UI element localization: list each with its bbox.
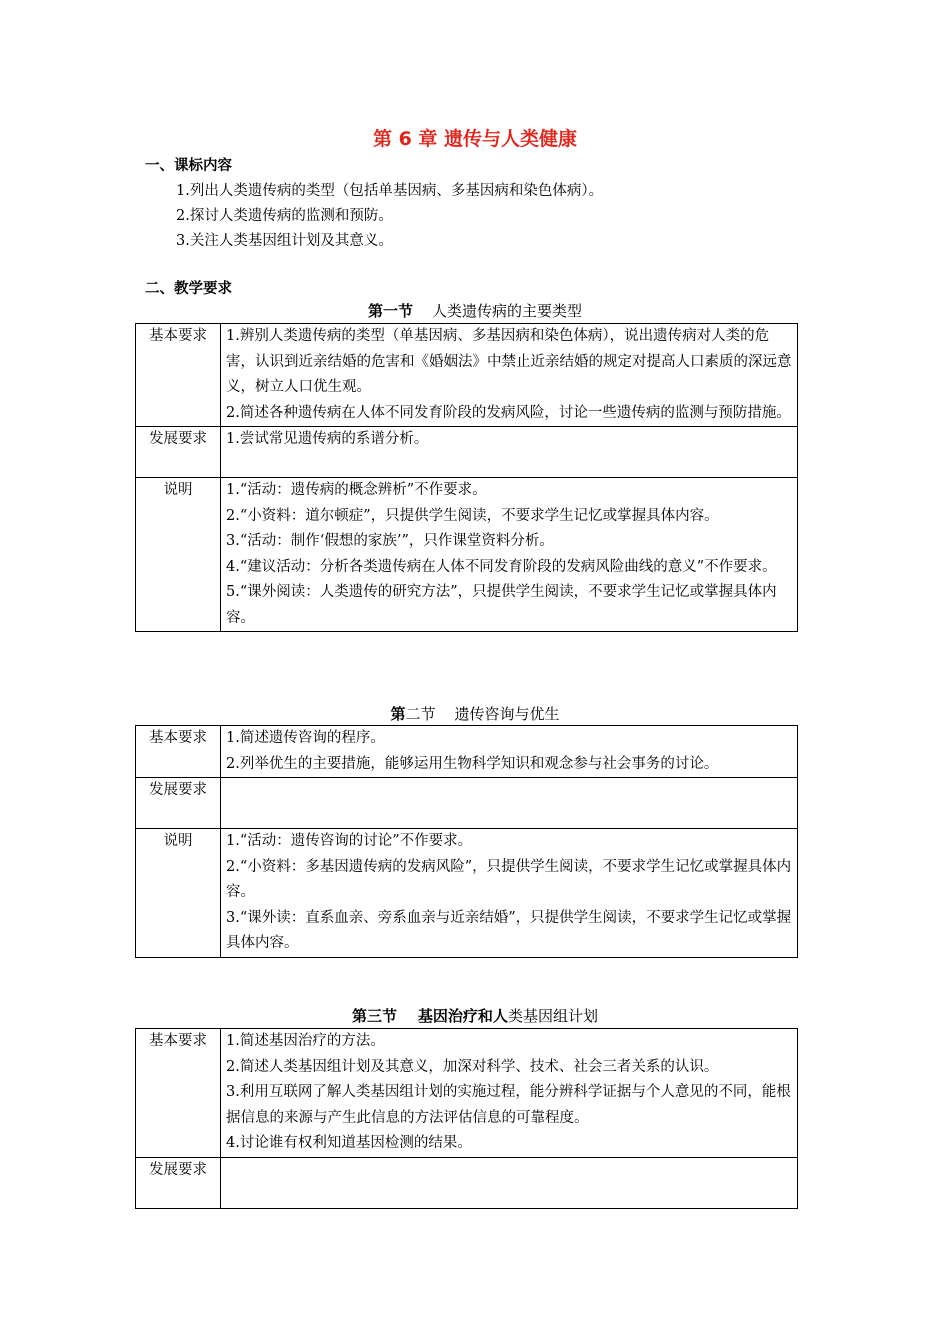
table-title-bold: 第: [390, 705, 406, 723]
content-line: 4.“建议活动：分析各类遗传病在人体不同发育阶段的发病风险曲线的意义”不作要求。: [226, 558, 777, 575]
content-line: 5.“课外阅读：人类遗传的研究方法”，只提供学生阅读，不要求学生记忆或掌握具体内容。: [226, 584, 777, 626]
table-row: [136, 1029, 798, 1158]
row-label: 说明: [136, 829, 221, 958]
content-line: 4.讨论谁有权利知道基因检测的结果。: [226, 1135, 472, 1151]
table-title-bold: 第三节 基因治疗和人: [352, 1007, 508, 1025]
row-content: [221, 829, 798, 958]
content-line: 3.“活动：制作‘假想的家族’”，只作课堂资料分析。: [226, 533, 554, 549]
row-label: 基本要求: [136, 1029, 221, 1158]
table-row: [136, 324, 798, 427]
content-line: 1.简述基因治疗的方法。: [226, 1033, 385, 1049]
content-line: 1.尝试常见遗传病的系谱分析。: [226, 431, 429, 447]
requirements-table: [135, 1028, 798, 1209]
content-line: 1.“活动：遗传咨询的讨论”不作要求。: [226, 833, 473, 849]
row-content: [221, 427, 798, 478]
content-line: 1.简述遗传咨询的程序。: [226, 730, 385, 746]
requirements-table: [135, 323, 798, 632]
row-content: [221, 726, 798, 778]
page-title: 第 6 章 遗传与人类健康: [372, 128, 578, 150]
table-title: [0, 1005, 950, 1026]
content-line: 3.利用互联网了解人类基因组计划的实施过程，能分辨科学证据与个人意见的不同，能根据信息的来源与产生此信息的方法评估信息的可靠程度。: [226, 1084, 791, 1126]
row-label: 发展要求: [136, 427, 221, 478]
table-row: [136, 1157, 798, 1208]
content-line: 2.列举优生的主要措施，能够运用生物科学知识和观念参与社会事务的讨论。: [226, 755, 719, 772]
standards-item: 1.列出人类遗传病的类型（包括单基因病、多基因病和染色体病）。: [176, 183, 604, 199]
row-content: [221, 478, 798, 632]
content-line: 2.简述各种遗传病在人体不同发育阶段的发病风险，讨论一些遗传病的监测与预防措施。: [226, 404, 791, 421]
row-label: 发展要求: [136, 778, 221, 829]
row-label: 发展要求: [136, 1157, 221, 1208]
table-title-bold: 第一节: [367, 302, 413, 320]
content-line: 2.“小资料：多基因遗传病的发病风险”，只提供学生阅读，不要求学生记忆或掌握具体内容。: [226, 858, 792, 900]
row-content: [221, 1029, 798, 1158]
table-row: [136, 427, 798, 478]
table-row: [136, 478, 798, 632]
row-label: 说明: [136, 478, 221, 632]
row-content: [221, 778, 798, 829]
row-label: 基本要求: [136, 726, 221, 778]
table-title-text: 人类遗传病的主要类型: [432, 302, 583, 320]
requirements-table: [135, 725, 798, 958]
table-title-text: 类基因组计划: [507, 1007, 598, 1025]
table-title: [0, 703, 950, 724]
standards-item: 3.关注人类基因组计划及其意义。: [176, 233, 393, 249]
table-title: [0, 300, 950, 321]
content-line: 2.简述人类基因组计划及其意义，加深对科学、技术、社会三者关系的认识。: [226, 1058, 719, 1075]
table-row: [136, 726, 798, 778]
content-line: 1.“活动：遗传病的概念辨析”不作要求。: [226, 482, 487, 498]
table-row: [136, 829, 798, 958]
content-line: 1.辨别人类遗传病的类型（单基因病、多基因病和染色体病），说出遗传病对人类的危害，认识到近亲结婚的危害和《婚姻法》中禁止近亲结婚的规定对提高人口素质的深远意义，树立人口优生观。: [226, 328, 792, 395]
section-heading-teaching: 二、教学要求: [145, 281, 232, 297]
row-label: 基本要求: [136, 324, 221, 427]
standards-item: 2.探讨人类遗传病的监测和预防。: [176, 208, 393, 224]
table-row: [136, 778, 798, 829]
row-content: [221, 324, 798, 427]
row-content: [221, 1157, 798, 1208]
content-line: 2.“小资料：道尔顿症”，只提供学生阅读，不要求学生记忆或掌握具体内容。: [226, 507, 719, 524]
section-heading-standards: 一、课标内容: [145, 158, 232, 174]
content-line: 3.“课外读：直系血亲、旁系血亲与近亲结婚”，只提供学生阅读，不要求学生记忆或掌握具体内容。: [226, 909, 792, 951]
table-title-text: 二节 遗传咨询与优生: [405, 705, 560, 723]
